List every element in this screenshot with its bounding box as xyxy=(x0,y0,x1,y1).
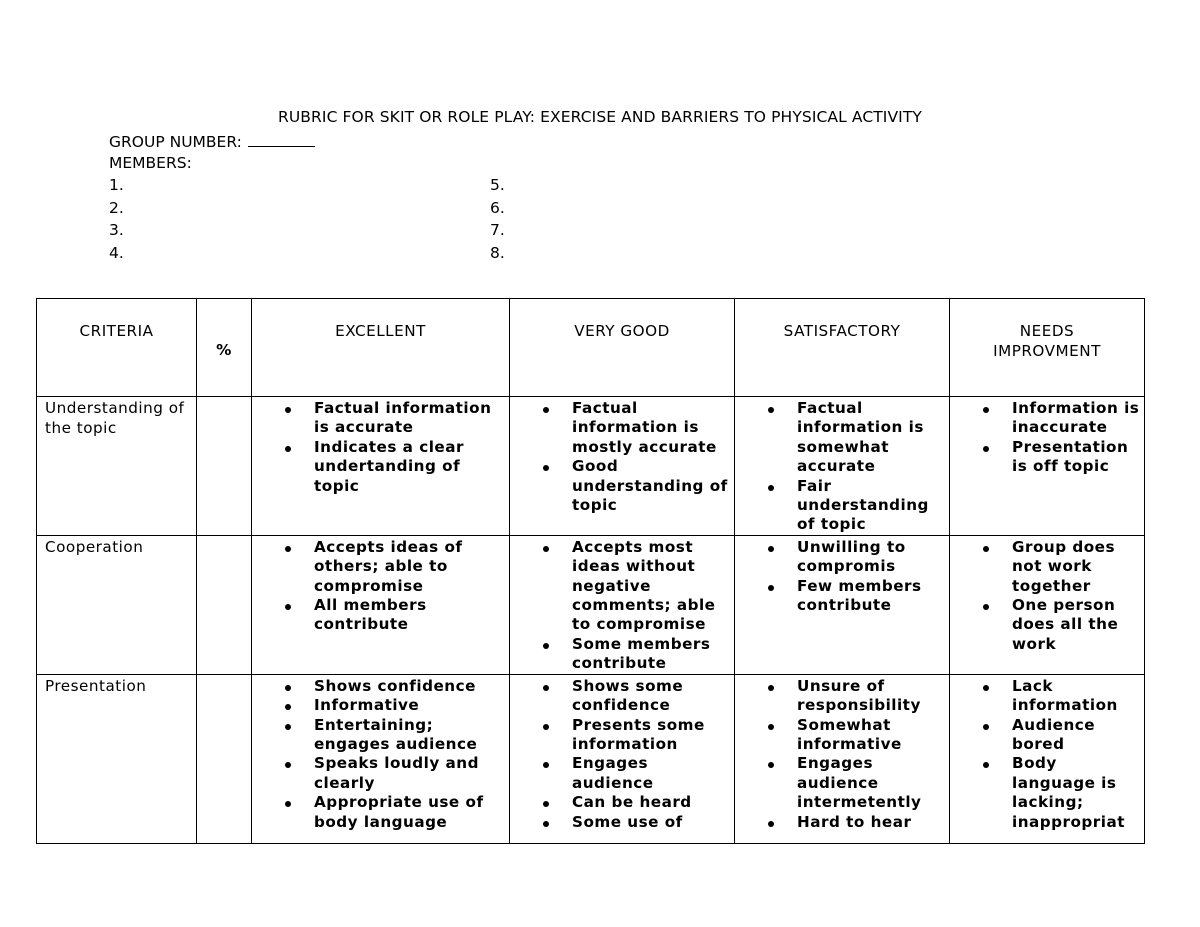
list-item xyxy=(510,813,734,832)
percent-cell[interactable] xyxy=(197,535,252,674)
bullet-icon xyxy=(543,801,549,807)
list-item-text: Somewhat informative xyxy=(797,715,902,754)
list-item-text: All members contribute xyxy=(314,596,427,634)
list-item xyxy=(735,754,949,812)
list-item-text: Shows some confidence xyxy=(572,676,684,715)
bullet-list xyxy=(735,399,949,535)
list-item-text: Some members contribute xyxy=(572,634,711,673)
list-item-text: Lack information xyxy=(1012,676,1118,715)
very-good-cell xyxy=(510,674,735,843)
list-item xyxy=(735,477,949,535)
bullet-list xyxy=(950,399,1144,477)
very-good-cell xyxy=(510,535,735,674)
criteria-cell: Cooperation xyxy=(37,535,197,674)
bullet-icon xyxy=(983,762,989,768)
column-header-satisfactory: SATISFACTORY xyxy=(735,299,950,397)
list-item xyxy=(510,793,734,812)
satisfactory-cell xyxy=(735,674,950,843)
bullet-icon xyxy=(768,685,774,691)
list-item xyxy=(252,677,509,696)
bullet-icon xyxy=(983,724,989,730)
list-item xyxy=(735,677,949,716)
needs-improvement-cell xyxy=(950,535,1145,674)
table-row xyxy=(37,535,1145,674)
bullet-icon xyxy=(285,407,291,413)
percent-cell[interactable] xyxy=(197,674,252,843)
list-item xyxy=(510,399,734,457)
list-item-text: Accepts ideas of others; able to compromise xyxy=(314,537,463,595)
list-item-text: Engages audience xyxy=(572,754,654,792)
list-item-text: Audience bored xyxy=(1012,715,1096,754)
list-item-text: Can be heard xyxy=(572,793,692,812)
member-number: 3. xyxy=(109,221,124,239)
bullet-icon xyxy=(543,465,549,471)
list-item xyxy=(510,754,734,793)
list-item-text: Body language is lacking; inappropriat xyxy=(1012,754,1126,831)
needs-improvement-cell xyxy=(950,674,1145,843)
bullet-icon xyxy=(768,762,774,768)
bullet-icon xyxy=(285,704,291,710)
list-item-text: Speaks loudly and clearly xyxy=(314,754,479,792)
list-item xyxy=(510,716,734,755)
document-title: RUBRIC FOR SKIT OR ROLE PLAY: EXERCISE AND BARRIERS TO PHYSICAL ACTIVITY xyxy=(277,108,922,126)
list-item-text: Presents some information xyxy=(572,715,705,754)
list-item-text: Accepts most ideas without negative comments; able to compromise xyxy=(572,537,716,634)
list-item-text: Group does not work together xyxy=(1012,537,1116,595)
bullet-icon xyxy=(543,643,549,649)
members-label: MEMBERS: xyxy=(109,154,192,172)
list-item-text: Presentation is off topic xyxy=(1012,437,1129,476)
bullet-list xyxy=(252,677,509,832)
bullet-icon xyxy=(768,546,774,552)
bullet-list xyxy=(510,538,734,674)
list-item xyxy=(950,677,1144,716)
list-item xyxy=(510,457,734,515)
table-header-row xyxy=(37,299,1145,397)
list-item xyxy=(950,754,1144,832)
satisfactory-cell xyxy=(735,535,950,674)
bullet-list xyxy=(950,677,1144,832)
very-good-cell xyxy=(510,397,735,536)
rubric-table xyxy=(36,298,1145,844)
bullet-icon xyxy=(768,485,774,491)
list-item xyxy=(950,538,1144,596)
list-item-text: Appropriate use of body language xyxy=(314,793,484,831)
group-number-line xyxy=(109,132,315,151)
needs-improvement-cell xyxy=(950,397,1145,536)
bullet-icon xyxy=(285,546,291,552)
column-header-criteria: CRITERIA xyxy=(37,299,197,397)
list-item xyxy=(252,696,509,715)
list-item-text: Shows confidence xyxy=(314,676,476,695)
bullet-list xyxy=(735,538,949,616)
bullet-list xyxy=(950,538,1144,654)
member-number: 8. xyxy=(490,244,505,262)
list-item xyxy=(252,754,509,793)
list-item xyxy=(252,399,509,438)
list-item xyxy=(950,438,1144,477)
list-item-text: Engages audience intermetently xyxy=(797,754,922,812)
list-item-text: One person does all the work xyxy=(1012,596,1119,653)
list-item xyxy=(950,596,1144,654)
bullet-list xyxy=(735,677,949,832)
bullet-icon xyxy=(285,762,291,768)
list-item-text: Indicates a clear undertanding of topic xyxy=(314,437,464,495)
bullet-icon xyxy=(285,604,291,610)
list-item xyxy=(950,716,1144,755)
bullet-icon xyxy=(543,685,549,691)
member-number: 6. xyxy=(490,199,505,217)
list-item xyxy=(510,635,734,674)
list-item-text: Unsure of responsibility xyxy=(797,676,921,715)
list-item xyxy=(252,793,509,832)
member-number: 5. xyxy=(490,176,505,194)
table-row xyxy=(37,674,1145,843)
list-item-text: Some use of xyxy=(572,812,683,831)
list-item-text: Unwilling to compromis xyxy=(797,537,906,576)
list-item-text: Factual information is somewhat accurate xyxy=(797,399,924,476)
bullet-icon xyxy=(983,407,989,413)
list-item xyxy=(510,677,734,716)
bullet-icon xyxy=(983,546,989,552)
bullet-icon xyxy=(768,585,774,591)
bullet-icon xyxy=(983,685,989,691)
list-item xyxy=(252,538,509,596)
bullet-icon xyxy=(543,724,549,730)
member-number: 1. xyxy=(109,176,124,194)
column-header-excellent: EXCELLENT xyxy=(252,299,510,397)
list-item xyxy=(735,399,949,477)
excellent-cell xyxy=(252,397,510,536)
criteria-cell: Understanding of the topic xyxy=(37,397,197,536)
bullet-icon xyxy=(285,685,291,691)
member-number: 4. xyxy=(109,244,124,262)
bullet-icon xyxy=(983,446,989,452)
excellent-cell xyxy=(252,674,510,843)
bullet-list xyxy=(252,399,509,496)
bullet-list xyxy=(252,538,509,635)
bullet-icon xyxy=(983,604,989,610)
bullet-icon xyxy=(768,821,774,827)
bullet-icon xyxy=(768,407,774,413)
column-header-needs-improvement: NEEDS IMPROVMENT xyxy=(950,299,1145,397)
list-item xyxy=(252,596,509,635)
bullet-icon xyxy=(543,821,549,827)
list-item-text: Information is inaccurate xyxy=(1012,399,1140,437)
list-item-text: Fair understanding of topic xyxy=(797,476,929,534)
bullet-icon xyxy=(543,407,549,413)
list-item-text: Factual information is accurate xyxy=(314,399,492,437)
list-item xyxy=(252,438,509,496)
list-item xyxy=(735,538,949,577)
excellent-cell xyxy=(252,535,510,674)
bullet-list xyxy=(510,399,734,515)
list-item xyxy=(950,399,1144,438)
group-number-label: GROUP NUMBER: xyxy=(109,133,242,151)
list-item-text: Factual information is mostly accurate xyxy=(572,399,717,456)
bullet-list xyxy=(510,677,734,832)
bullet-icon xyxy=(285,724,291,730)
list-item xyxy=(735,813,949,832)
group-number-blank[interactable] xyxy=(248,132,315,147)
column-header-very-good: VERY GOOD xyxy=(510,299,735,397)
list-item-text: Few members contribute xyxy=(797,576,922,615)
list-item xyxy=(735,716,949,755)
bullet-icon xyxy=(768,724,774,730)
list-item-text: Hard to hear xyxy=(797,812,912,831)
list-item xyxy=(252,716,509,755)
bullet-icon xyxy=(285,446,291,452)
list-item xyxy=(735,577,949,616)
list-item-text: Entertaining; engages audience xyxy=(314,715,478,754)
bullet-icon xyxy=(285,801,291,807)
list-item-text: Good understanding of topic xyxy=(572,457,728,515)
bullet-icon xyxy=(543,546,549,552)
criteria-cell: Presentation xyxy=(37,674,197,843)
bullet-icon xyxy=(543,762,549,768)
percent-cell[interactable] xyxy=(197,397,252,536)
member-number: 2. xyxy=(109,199,124,217)
table-row xyxy=(37,397,1145,536)
member-number: 7. xyxy=(490,221,505,239)
column-header-percent: % xyxy=(197,299,252,397)
list-item-text: Informative xyxy=(314,696,420,715)
satisfactory-cell xyxy=(735,397,950,536)
list-item xyxy=(510,538,734,635)
